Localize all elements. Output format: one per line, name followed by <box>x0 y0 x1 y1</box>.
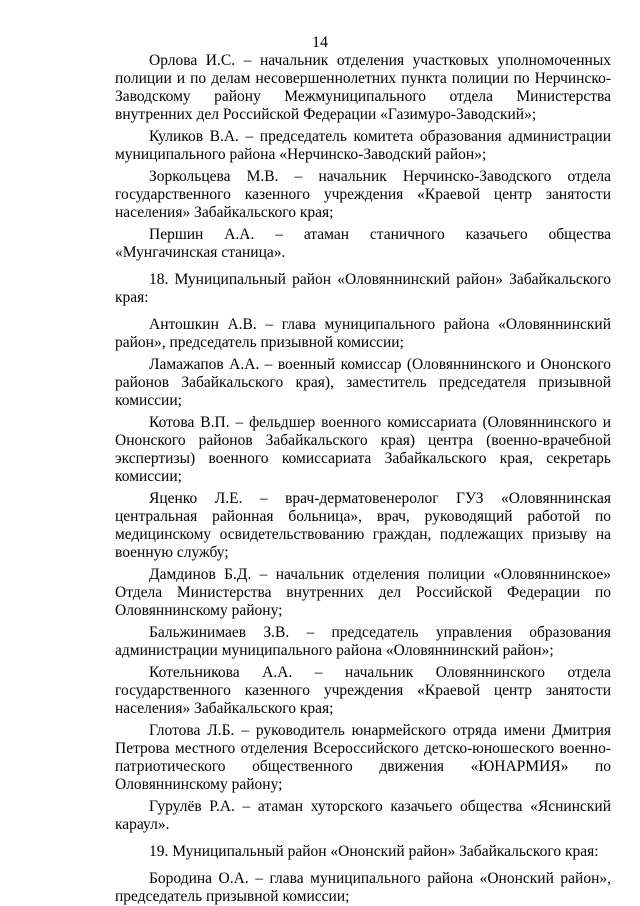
paragraph-orlova: Орлова И.С. – начальник отделения участковых уполномоченных полиции и по делам несовершеннолетних пункта полиции по Нерчинско-Заводскому району Межмуниципального отдела Министерства внутренних дел Российской Федерации «Газимуро-Заводский»; <box>115 52 611 123</box>
paragraph-damdinov: Дамдинов Б.Д. – начальник отделения полиции «Оловяннинское» Отдела Министерства внутренних дел Российской Федерации по Оловяннинскому району; <box>115 566 611 619</box>
paragraph-glotova: Глотова Л.Б. – руководитель юнармейского отряда имени Дмитрия Петрова местного отделения Всероссийского детско-юношеского военно-патриотического общественного движения «ЮНАРМИЯ» по Оловяннинскому району; <box>115 722 611 793</box>
paragraph-yatsenko: Яценко Л.Е. – врач-дерматовенеролог ГУЗ «Оловяннинская центральная районная больница», врач, руководящий работой по медицинскому освидетельствованию граждан, подлежащих призыву на военную службу; <box>115 490 611 561</box>
paragraph-lamazhapov: Ламажапов А.А. – военный комиссар (Оловяннинского и Ононского районов Забайкальского края), заместитель председателя призывной комиссии; <box>115 356 611 409</box>
paragraph-kotelnikova: Котельникова А.А. – начальник Оловяннинского отдела государственного казенного учреждения «Краевой центр занятости населения» Забайкальского края; <box>115 664 611 717</box>
document-body <box>115 52 611 906</box>
paragraph-balzhinimaev: Бальжинимаев З.В. – председатель управления образования администрации муниципального района «Оловяннинский район»; <box>115 624 611 659</box>
paragraph-zorkoltseva: Зоркольцева М.В. – начальник Нерчинско-Заводского отдела государственного казенного учреждения «Краевой центр занятости населения» Забайкальского края; <box>115 168 611 221</box>
page-number: 14 <box>312 34 328 51</box>
paragraph-gurulev: Гурулёв Р.А. – атаман хуторского казачьего общества «Яснинский караул». <box>115 798 611 833</box>
section-heading-18: 18. Муниципальный район «Оловяннинский район» Забайкальского края: <box>115 271 611 306</box>
paragraph-pershin: Першин А.А. – атаман станичного казачьего общества «Мунгачинская станица». <box>115 226 611 261</box>
paragraph-antoshkin: Антошкин А.В. – глава муниципального района «Оловяннинский район», председатель призывной комиссии; <box>115 316 611 351</box>
paragraph-borodina: Бородина О.А. – глава муниципального района «Ононский район», председатель призывной комиссии; <box>115 870 611 905</box>
paragraph-kulikov: Куликов В.А. – председатель комитета образования администрации муниципального района «Нерчинско-Заводский район»; <box>115 128 611 163</box>
section-heading-19: 19. Муниципальный район «Ононский район» Забайкальского края: <box>149 843 599 860</box>
paragraph-kotova: Котова В.П. – фельдшер военного комиссариата (Оловяннинского и Ононского районов Забайкальского края) центра (военно-врачебной экспертизы) военного комиссариата Забайкальского края, секретарь комиссии; <box>115 414 611 485</box>
